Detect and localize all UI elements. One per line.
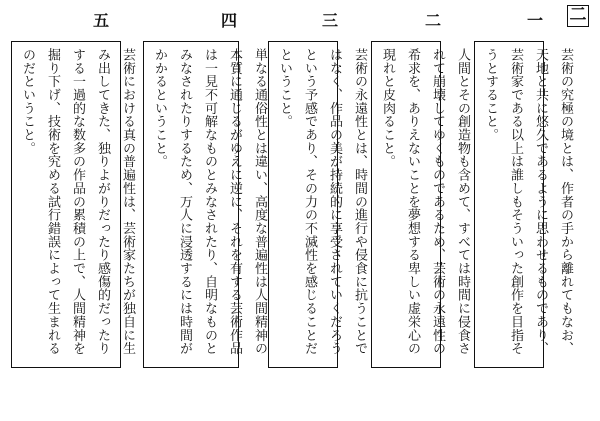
option-box-5[interactable] — [11, 41, 135, 368]
option-label-3: 三 — [321, 11, 338, 30]
option-text-1: 芸術の究極の境とは、作者の手から離れてもなお、天地と共に悠久であるように思わせるものであり、芸術家である以上は誰しもそういった創作を目指そうとすること。 — [483, 48, 573, 356]
option-label-5: 五 — [92, 11, 109, 30]
option-box-2[interactable] — [371, 41, 470, 368]
option-text-4: 単なる通俗性とは違い、高度な普遍性は人間精神の本質に通じるがゆえに逆に、それを有する芸術作品は一見不可解なものとみなされたり、自明なものとみなされたりするため、万人に浸透するには時間がかかるということ。 — [152, 48, 267, 356]
option-box-4[interactable] — [143, 41, 267, 368]
option-label-4: 四 — [220, 11, 237, 30]
question-number-box: 二 — [567, 5, 589, 27]
option-text-3: 芸術の永遠性とは、時間の進行や侵食に抗うことではなく、作品の美が持続的に享受されていくだろうという予感であり、その力の不滅性を感じることだということ。 — [277, 48, 367, 356]
option-label-2: 二 — [424, 11, 441, 30]
option-box-3[interactable] — [268, 41, 367, 368]
option-box-1[interactable] — [474, 41, 573, 368]
option-text-5: 芸術における真の普遍性は、芸術家たちが独自に生み出してきた、独りよがりだったり感傷的だったりする一過的な数多の作品の累積の上で、人間精神を掘り下げ、技術を究める試行錯誤によって生まれるのだということ。 — [20, 48, 135, 356]
option-label-1: 一 — [526, 11, 543, 30]
option-text-2: 人間とその創造物も含めて、すべては時間に侵食されて崩壊してゆくものであるため、芸術の永遠性の希求を、ありえないことを夢想する卑しい虚栄心の現れと皮肉ること。 — [380, 48, 470, 356]
